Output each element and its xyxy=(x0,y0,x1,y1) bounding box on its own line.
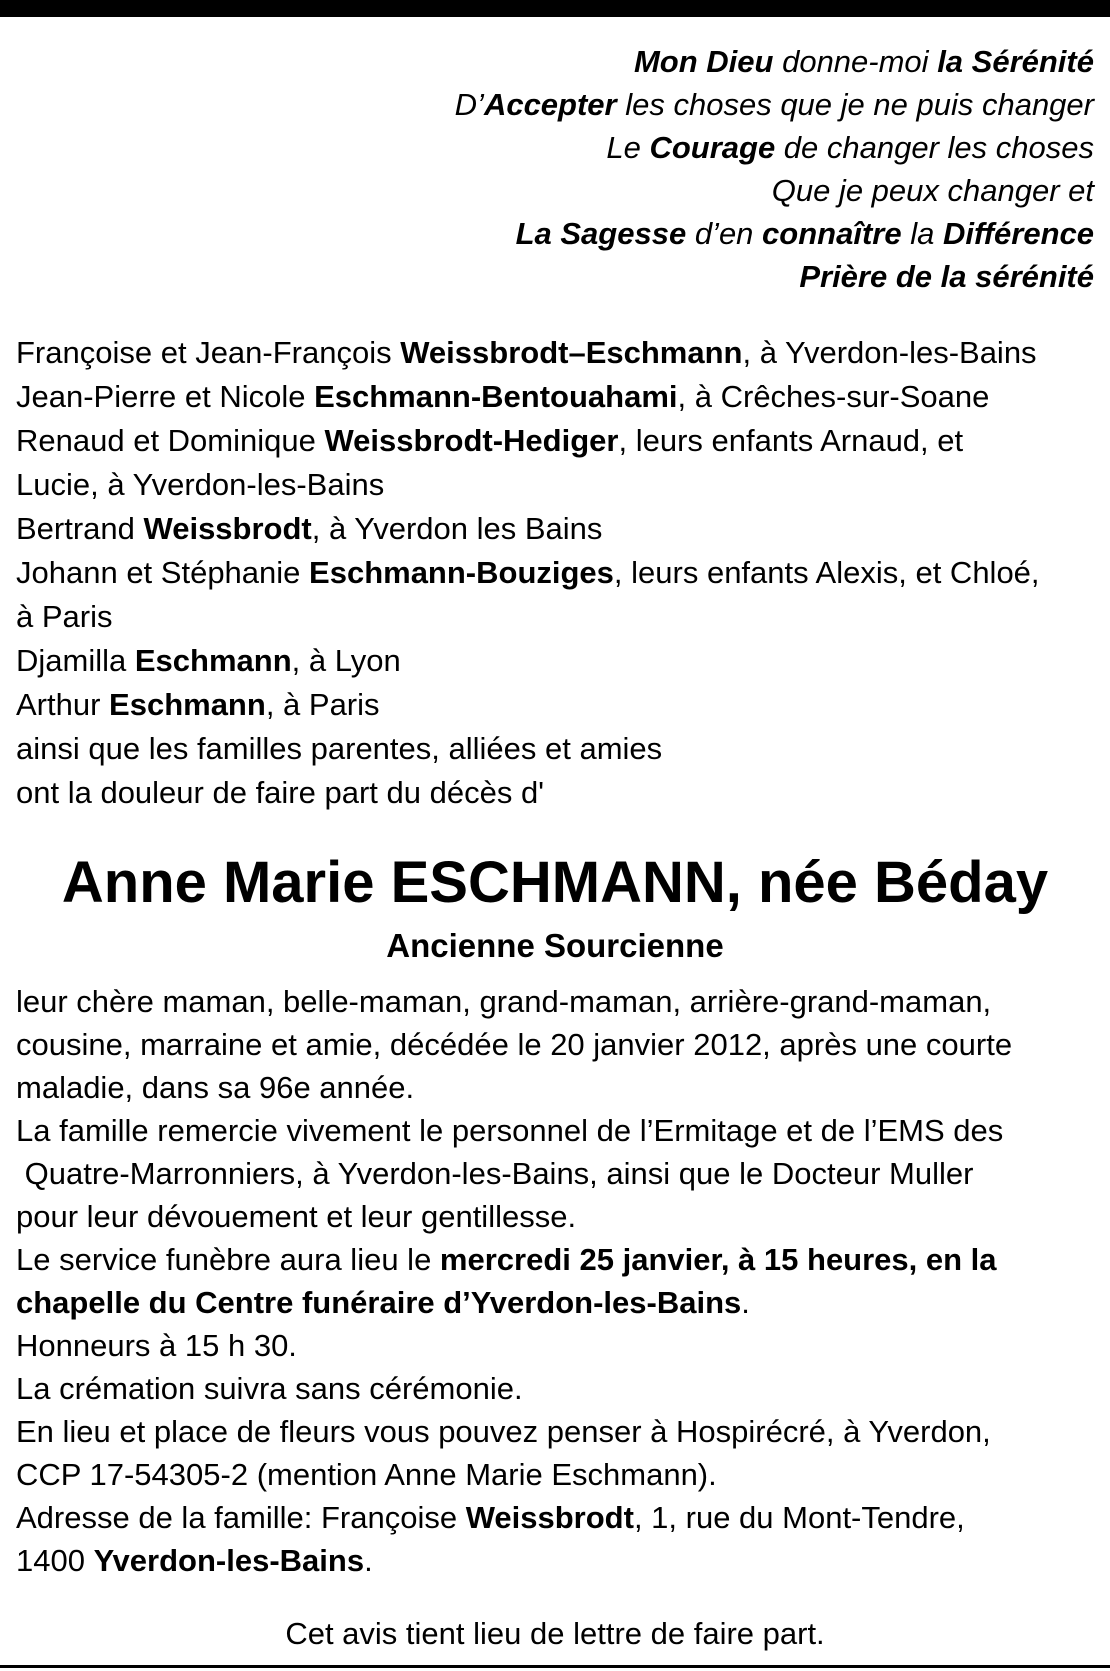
bottom-rule xyxy=(0,1665,1110,1668)
family-line: Lucie, à Yverdon-les-Bains xyxy=(16,467,385,502)
prayer-line-5: La Sagesse d’en connaître la Différence xyxy=(515,216,1094,251)
family-line: ont la douleur de faire part du décès d' xyxy=(16,775,545,810)
notice-body xyxy=(16,980,1096,1582)
prayer-line-1: Mon Dieu donne-moi la Sérénité xyxy=(633,44,1094,79)
deceased-subtitle: Ancienne Sourcienne xyxy=(386,927,724,964)
family-line: Djamilla Eschmann, à Lyon xyxy=(16,643,401,678)
body-line: La crémation suivra sans cérémonie. xyxy=(16,1371,523,1406)
family-line: Jean-Pierre et Nicole Eschmann-Bentouahami, à Crêches-sur-Soane xyxy=(16,379,990,414)
prayer-line-2: D’Accepter les choses que je ne puis changer xyxy=(454,87,1094,122)
family-line: Arthur Eschmann, à Paris xyxy=(16,687,380,722)
body-line: leur chère maman, belle-maman, grand-maman, arrière-grand-maman, xyxy=(16,984,992,1019)
body-line: cousine, marraine et amie, décédée le 20 janvier 2012, après une courte xyxy=(16,1027,1013,1062)
family-line: à Paris xyxy=(16,599,113,634)
prayer-line-3: Le Courage de changer les choses xyxy=(606,130,1094,165)
serenity-prayer xyxy=(194,40,1094,298)
deceased-name: Anne Marie ESCHMANN, née Béday xyxy=(61,850,1049,915)
family-line: ainsi que les familles parentes, alliées et amies xyxy=(16,731,663,766)
body-line: CCP 17-54305-2 (mention Anne Marie Eschmann). xyxy=(16,1457,717,1492)
body-line: pour leur dévouement et leur gentillesse. xyxy=(16,1199,577,1234)
body-line: Adresse de la famille: Françoise Weissbrodt, 1, rue du Mont-Tendre, xyxy=(16,1500,965,1535)
family-line: Françoise et Jean-François Weissbrodt–Eschmann, à Yverdon-les-Bains xyxy=(16,335,1037,370)
footer-note: Cet avis tient lieu de lettre de faire part. xyxy=(285,1616,825,1651)
body-line: chapelle du Centre funéraire d’Yverdon-les-Bains. xyxy=(16,1285,750,1320)
body-line: La famille remercie vivement le personnel de l’Ermitage et de l’EMS des xyxy=(16,1113,1004,1148)
body-line: Le service funèbre aura lieu le mercredi 25 janvier, à 15 heures, en la xyxy=(16,1242,997,1277)
top-rule xyxy=(0,0,1110,17)
family-list xyxy=(16,331,1096,815)
body-line: 1400 Yverdon-les-Bains. xyxy=(16,1543,373,1578)
body-line: Honneurs à 15 h 30. xyxy=(16,1328,297,1363)
family-line: Bertrand Weissbrodt, à Yverdon les Bains xyxy=(16,511,603,546)
family-line: Renaud et Dominique Weissbrodt-Hediger, leurs enfants Arnaud, et xyxy=(16,423,964,458)
body-line: En lieu et place de fleurs vous pouvez penser à Hospirécré, à Yverdon, xyxy=(16,1414,991,1449)
body-line: maladie, dans sa 96e année. xyxy=(16,1070,415,1105)
family-line: Johann et Stéphanie Eschmann-Bouziges, leurs enfants Alexis, et Chloé, xyxy=(16,555,1040,590)
prayer-title: Prière de la sérénité xyxy=(799,259,1094,294)
prayer-line-4: Que je peux changer et xyxy=(771,173,1094,208)
body-line: Quatre-Marronniers, à Yverdon-les-Bains, ainsi que le Docteur Muller xyxy=(16,1156,974,1191)
